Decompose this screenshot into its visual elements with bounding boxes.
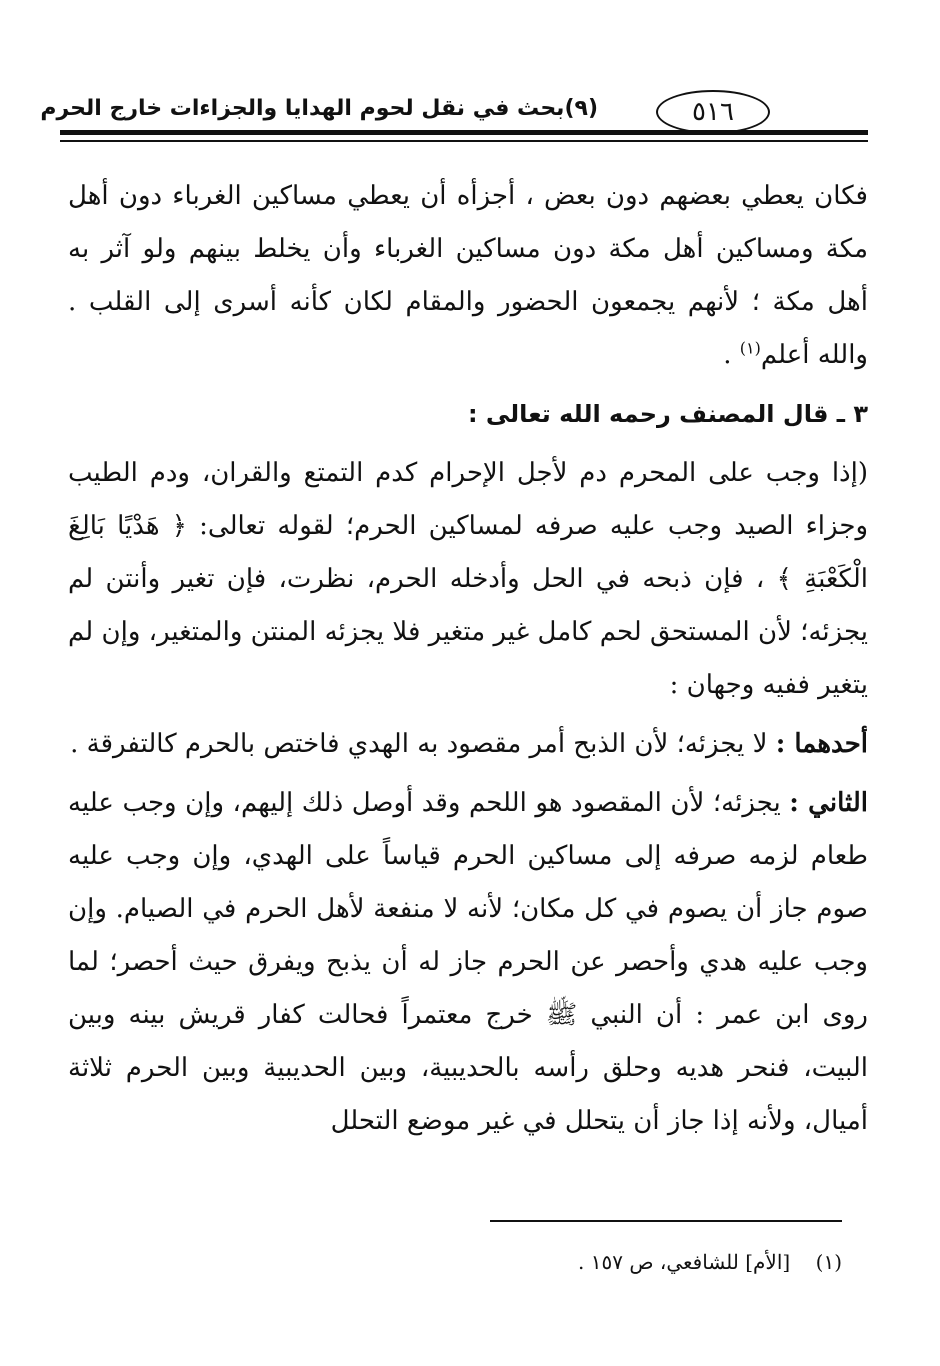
header-rule-thin [60,140,868,142]
running-title: (٩)بحث في نقل لحوم الهدايا والجزاءات خارج الحرم [40,96,598,121]
page-header [40,88,868,148]
footnote-ref[interactable]: (١) [739,338,761,358]
footnote-1 [578,1250,842,1274]
paragraph-4 [68,777,868,1148]
footnote-rule [490,1220,842,1222]
footnote-text: [الأم] للشافعي، ص ١٥٧ . [578,1250,791,1274]
header-rule-thick [60,130,868,135]
section-heading [68,388,868,441]
paragraph-3 [68,718,868,771]
footnote-marker: (١) [815,1250,842,1274]
page-number: ٥١٦ [656,90,770,134]
paragraph-2 [68,447,868,712]
section-heading-text: ٣ ـ قال المصنف رحمه الله تعالى : [467,400,868,428]
paragraph-1-end: . [723,340,740,370]
paragraph-3-lead: أحدهما : [775,729,868,759]
paragraph-3-text: لا يجزئه؛ لأن الذبح أمر مقصود به الهدي فاختص بالحرم كالتفرقة . [70,729,776,759]
paragraph-4-text: يجزئه؛ لأن المقصود هو اللحم وقد أوصل ذلك إليهم، وإن وجب عليه طعام لزمه صرفه إلى مساكين الحرم قياساً على الهدي، وإن وجب عليه صوم جاز أن يصوم في كل مكان؛ لأنه لا منفعة لأهل الحرم في الصيام. وإن وجب عليه هدي وأحصر عن الحرم جاز له أن يذبح ويفرق حيث أحصر؛ لما روى ابن عمر : أن النبي ﷺ خرج معتمراً فحالت كفار قريش بينه وبين البيت، فنحر هديه وحلق رأسه بالحديبية، وبين الحديبية وبين الحرم ثلاثة أميال، ولأنه إذا جاز أن يتحلل في غير موضع التحلل [68,788,868,1136]
paragraph-1-text: فكان يعطي بعضهم دون بعض ، أجزأه أن يعطي مساكين الغرباء دون أهل مكة ومساكين أهل مكة دون مساكين الغرباء وأن يخلط بينهم ولو آثر به أهل مكة ؛ لأنهم يجمعون الحضور والمقام لكان كأنه أسرى إلى القلب . والله أعلم [68,181,868,370]
paragraph-1 [68,170,868,382]
body-text [68,170,868,1148]
paragraph-2-text: (إذا وجب على المحرم دم لأجل الإحرام كدم التمتع والقران، ودم الطيب وجزاء الصيد وجب عليه صرفه لمساكين الحرم؛ لقوله تعالى: ﴿ هَدْيًا بَالِغَ الْكَعْبَةِ ﴾ ، فإن ذبحه في الحل وأدخله الحرم، نظرت، فإن تغير وأنتن لم يجزئه؛ لأن المستحق لحم كامل غير متغير فلا يجزئه المنتن والمتغير، وإن لم يتغير ففيه وجهان : [68,458,868,700]
paragraph-4-lead: الثاني : [789,788,868,818]
